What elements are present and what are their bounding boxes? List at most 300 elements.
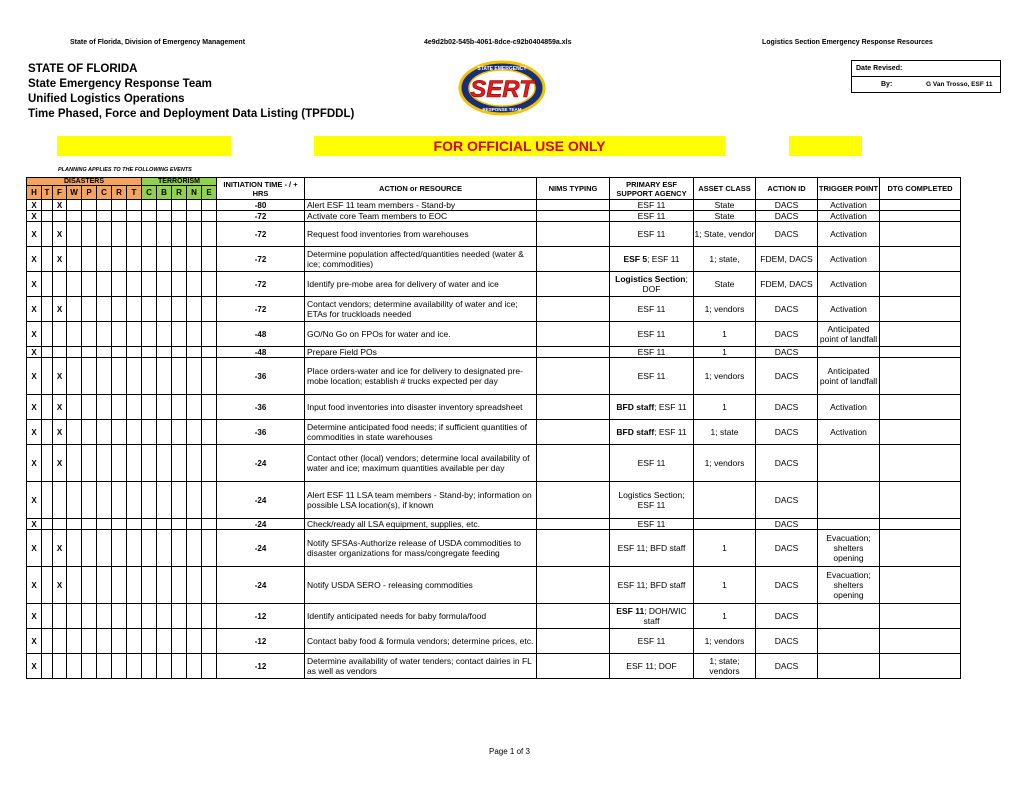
flag-cell: [42, 445, 53, 482]
agency-primary: BFD staff: [616, 427, 655, 437]
nims-typing-cell: [537, 629, 610, 654]
dtg-completed-cell: [880, 420, 961, 445]
flag-cell: [97, 482, 112, 519]
flag-cell: [172, 358, 187, 395]
flag-cell: [172, 222, 187, 247]
event-flag-header: P: [82, 186, 97, 200]
action-cell: Identify anticipated needs for baby formula/food: [305, 604, 537, 629]
flag-cell-hurricane: X: [27, 272, 42, 297]
flag-cell: [112, 211, 127, 222]
flag-cell: [112, 420, 127, 445]
flag-cell: [187, 482, 202, 519]
flag-cell: [97, 395, 112, 420]
flag-cell: [187, 604, 202, 629]
action-id-cell: DACS: [756, 530, 818, 567]
flag-cell: [187, 519, 202, 530]
dtg-completed-cell: [880, 272, 961, 297]
flag-cell: [202, 347, 217, 358]
flag-cell-flood: X: [53, 530, 67, 567]
flag-cell: [187, 358, 202, 395]
agency-cell: [610, 247, 694, 272]
flag-cell-flood: [53, 211, 67, 222]
flag-cell: [112, 247, 127, 272]
flag-cell: [142, 358, 157, 395]
flag-cell: [202, 604, 217, 629]
asset-class-header: ASSET CLASS: [694, 178, 756, 200]
flag-cell: [187, 567, 202, 604]
flag-cell: [42, 420, 53, 445]
asset-class-cell: 1; vendors: [694, 358, 756, 395]
flag-cell: [202, 629, 217, 654]
action-id-cell: DACS: [756, 358, 818, 395]
action-id-cell: DACS: [756, 567, 818, 604]
flag-cell: [97, 567, 112, 604]
flag-cell: [187, 629, 202, 654]
asset-class-cell: 1; state: [694, 420, 756, 445]
flag-cell: [97, 420, 112, 445]
action-id-header: ACTION ID: [756, 178, 818, 200]
action-id-cell: DACS: [756, 445, 818, 482]
action-cell: GO/No Go on FPOs for water and ice.: [305, 322, 537, 347]
dtg-completed-cell: [880, 247, 961, 272]
flag-cell: [127, 445, 142, 482]
flag-cell: [67, 272, 82, 297]
flag-cell: [82, 297, 97, 322]
flag-cell: [157, 272, 172, 297]
flag-cell: [142, 629, 157, 654]
action-cell: Alert ESF 11 team members - Stand-by: [305, 200, 537, 211]
asset-class-cell: State: [694, 200, 756, 211]
agency-support: ESF 11: [637, 229, 666, 239]
title-block: [28, 62, 354, 122]
dtg-completed-cell: [880, 482, 961, 519]
table-row: [27, 519, 961, 530]
agency-cell: [610, 530, 694, 567]
flag-cell: [157, 530, 172, 567]
flag-cell-flood: X: [53, 222, 67, 247]
dtg-completed-header: DTG COMPLETED: [880, 178, 961, 200]
flag-cell: [82, 420, 97, 445]
trigger-point-cell: Evacuation; shelters opening: [818, 530, 880, 567]
flag-cell: [97, 629, 112, 654]
flag-cell: [127, 272, 142, 297]
agency-primary: ESF 11: [616, 606, 645, 616]
event-flag-header: T: [42, 186, 53, 200]
flag-cell: [42, 482, 53, 519]
flag-cell: [67, 347, 82, 358]
trigger-point-cell: [818, 654, 880, 679]
flag-cell: [202, 482, 217, 519]
asset-class-cell: 1: [694, 567, 756, 604]
flag-cell-hurricane: X: [27, 358, 42, 395]
flag-cell-flood: X: [53, 297, 67, 322]
flag-cell: [142, 420, 157, 445]
date-revised-label: Date Revised:: [852, 61, 1000, 77]
trigger-point-cell: Activation: [818, 272, 880, 297]
flag-cell: [112, 567, 127, 604]
action-id-cell: DACS: [756, 347, 818, 358]
flag-cell: [157, 654, 172, 679]
agency-cell: [610, 420, 694, 445]
flag-cell: [42, 519, 53, 530]
flag-cell: [127, 297, 142, 322]
initiation-time-cell: -12: [217, 604, 305, 629]
flag-cell: [112, 519, 127, 530]
action-cell: Determine availability of water tenders; contact dairies in FL as well as vendors: [305, 654, 537, 679]
agency-cell: [610, 567, 694, 604]
table-row: [27, 629, 961, 654]
dtg-completed-cell: [880, 200, 961, 211]
flag-cell: [42, 567, 53, 604]
flag-cell: [142, 482, 157, 519]
trigger-point-cell: Activation: [818, 222, 880, 247]
trigger-point-cell: Activation: [818, 420, 880, 445]
nims-typing-cell: [537, 604, 610, 629]
agency-primary: BFD staff: [616, 402, 655, 412]
table-row: [27, 604, 961, 629]
flag-cell: [67, 420, 82, 445]
initiation-time-cell: -24: [217, 530, 305, 567]
flag-cell: [172, 629, 187, 654]
flag-cell: [42, 530, 53, 567]
flag-cell: [42, 604, 53, 629]
terrorism-group-header: TERRORISM: [142, 178, 217, 186]
flag-cell: [67, 358, 82, 395]
flag-cell: [82, 654, 97, 679]
flag-cell: [172, 247, 187, 272]
flag-cell: [97, 297, 112, 322]
flag-cell-flood: X: [53, 358, 67, 395]
agency-support: ESF 11: [637, 329, 666, 339]
initiation-time-cell: -48: [217, 347, 305, 358]
agency-cell: [610, 322, 694, 347]
flag-cell: [142, 567, 157, 604]
action-id-cell: DACS: [756, 629, 818, 654]
flag-cell: [97, 654, 112, 679]
agency-primary: ESF 5: [623, 254, 648, 264]
title-line-2: State Emergency Response Team: [28, 78, 212, 90]
flag-cell: [112, 629, 127, 654]
agency-cell: [610, 604, 694, 629]
flag-cell: [112, 654, 127, 679]
flag-cell: [97, 322, 112, 347]
planning-note: PLANNING APPLIES TO THE FOLLOWING EVENTS: [58, 167, 192, 173]
agency-support: ESF 11: [637, 347, 666, 357]
flag-cell: [202, 654, 217, 679]
banner-bar-right: [789, 136, 862, 156]
initiation-time-cell: -36: [217, 420, 305, 445]
agency-cell: [610, 519, 694, 530]
initiation-time-cell: -12: [217, 629, 305, 654]
event-flag-header: E: [202, 186, 217, 200]
flag-cell-hurricane: X: [27, 200, 42, 211]
flag-cell: [82, 347, 97, 358]
flag-cell: [42, 322, 53, 347]
flag-cell: [42, 629, 53, 654]
flag-cell: [67, 482, 82, 519]
flag-cell: [112, 297, 127, 322]
flag-cell: [187, 654, 202, 679]
action-id-cell: DACS: [756, 604, 818, 629]
flag-cell: [172, 347, 187, 358]
trigger-point-cell: Activation: [818, 395, 880, 420]
flag-cell: [97, 247, 112, 272]
flag-cell-hurricane: X: [27, 322, 42, 347]
action-cell: Contact baby food & formula vendors; determine prices, etc.: [305, 629, 537, 654]
flag-cell: [112, 358, 127, 395]
action-id-cell: FDEM, DACS: [756, 247, 818, 272]
flag-cell: [112, 272, 127, 297]
flag-cell: [142, 530, 157, 567]
trigger-point-cell: Anticipated point of landfall: [818, 358, 880, 395]
agency-primary: Logistics Section: [615, 274, 686, 284]
flag-cell: [142, 211, 157, 222]
flag-cell: [172, 654, 187, 679]
flag-cell: [172, 519, 187, 530]
initiation-time-cell: -24: [217, 567, 305, 604]
asset-class-cell: 1; state,: [694, 247, 756, 272]
flag-cell: [127, 629, 142, 654]
flag-cell: [172, 482, 187, 519]
flag-cell: [67, 222, 82, 247]
nims-typing-cell: [537, 222, 610, 247]
flag-cell: [142, 519, 157, 530]
flag-cell: [142, 654, 157, 679]
flag-cell: [82, 322, 97, 347]
flag-cell: [142, 395, 157, 420]
official-use-banner: FOR OFFICIAL USE ONLY: [314, 136, 725, 156]
flag-cell: [142, 347, 157, 358]
sert-logo: [452, 58, 552, 118]
agency-cell: [610, 347, 694, 358]
flag-cell: [202, 222, 217, 247]
event-flag-header: F: [53, 186, 67, 200]
dtg-completed-cell: [880, 604, 961, 629]
action-id-cell: DACS: [756, 395, 818, 420]
action-cell: Input food inventories into disaster inventory spreadsheet: [305, 395, 537, 420]
event-flag-header: W: [67, 186, 82, 200]
flag-cell: [202, 358, 217, 395]
primary-esf-header: PRIMARY ESF SUPPORT AGENCY: [610, 178, 694, 200]
flag-cell-flood: [53, 272, 67, 297]
nims-typing-cell: [537, 358, 610, 395]
event-flag-header: B: [157, 186, 172, 200]
flag-cell: [97, 445, 112, 482]
by-value: G Van Trosso, ESF 11: [926, 81, 993, 88]
flag-cell: [82, 200, 97, 211]
asset-class-cell: 1: [694, 530, 756, 567]
flag-cell: [187, 420, 202, 445]
page-number: Page 1 of 3: [489, 747, 530, 756]
flag-cell: [142, 247, 157, 272]
agency-support: ; ESF 11: [654, 402, 687, 412]
agency-support: ESF 11: [637, 304, 666, 314]
flag-cell: [97, 211, 112, 222]
flag-cell: [172, 272, 187, 297]
flag-cell: [67, 567, 82, 604]
flag-cell: [82, 519, 97, 530]
flag-cell: [82, 567, 97, 604]
action-id-cell: DACS: [756, 482, 818, 519]
trigger-point-cell: [818, 445, 880, 482]
banner-bar-left: [57, 136, 231, 156]
flag-cell: [82, 272, 97, 297]
agency-support: ; ESF 11: [647, 254, 680, 264]
nims-typing-cell: [537, 445, 610, 482]
flag-cell: [97, 200, 112, 211]
flag-cell-hurricane: X: [27, 222, 42, 247]
flag-cell: [202, 322, 217, 347]
initiation-time-cell: -24: [217, 519, 305, 530]
agency-cell: [610, 482, 694, 519]
asset-class-cell: 1; vendors: [694, 445, 756, 482]
flag-cell: [82, 629, 97, 654]
flag-cell: [42, 347, 53, 358]
dtg-completed-cell: [880, 567, 961, 604]
flag-cell: [187, 445, 202, 482]
agency-support: ESF 11; BFD staff: [617, 580, 686, 590]
flag-cell: [187, 297, 202, 322]
initiation-time-header: INITIATION TIME - / + HRS: [217, 178, 305, 200]
trigger-point-cell: Anticipated point of landfall: [818, 322, 880, 347]
flag-cell: [112, 445, 127, 482]
flag-cell: [112, 322, 127, 347]
flag-cell: [82, 530, 97, 567]
action-cell: Alert ESF 11 LSA team members - Stand-by; information on possible LSA location(s), if known: [305, 482, 537, 519]
initiation-time-cell: -72: [217, 247, 305, 272]
initiation-time-cell: -72: [217, 211, 305, 222]
flag-cell: [157, 604, 172, 629]
action-cell: Request food inventories from warehouses: [305, 222, 537, 247]
agency-cell: [610, 629, 694, 654]
flag-cell: [127, 604, 142, 629]
tpfddl-table: [26, 177, 961, 679]
flag-cell: [202, 395, 217, 420]
flag-cell-flood: [53, 604, 67, 629]
flag-cell: [172, 567, 187, 604]
flag-cell: [42, 272, 53, 297]
flag-cell-hurricane: X: [27, 519, 42, 530]
flag-cell: [67, 629, 82, 654]
flag-cell: [202, 567, 217, 604]
flag-cell-hurricane: X: [27, 604, 42, 629]
flag-cell: [82, 604, 97, 629]
logo-ring-bottom: RESPONSE TEAM: [482, 107, 522, 112]
flag-cell-hurricane: X: [27, 297, 42, 322]
disasters-group-header: DISASTERS: [27, 178, 142, 186]
flag-cell: [67, 211, 82, 222]
flag-cell: [172, 604, 187, 629]
trigger-point-cell: [818, 482, 880, 519]
flag-cell: [157, 395, 172, 420]
flag-cell: [67, 604, 82, 629]
action-id-cell: DACS: [756, 654, 818, 679]
flag-cell: [187, 530, 202, 567]
flag-cell: [97, 272, 112, 297]
flag-cell-flood: X: [53, 247, 67, 272]
asset-class-cell: State: [694, 272, 756, 297]
table-row: [27, 530, 961, 567]
action-id-cell: DACS: [756, 297, 818, 322]
flag-cell-flood: [53, 654, 67, 679]
flag-cell: [127, 347, 142, 358]
table-row: [27, 347, 961, 358]
agency-cell: [610, 297, 694, 322]
agency-support: ESF 11: [637, 371, 666, 381]
agency-support: ESF 11: [637, 458, 666, 468]
action-cell: Check/ready all LSA equipment, supplies, etc.: [305, 519, 537, 530]
nims-typing-cell: [537, 654, 610, 679]
initiation-time-cell: -12: [217, 654, 305, 679]
flag-cell: [172, 445, 187, 482]
table-row: [27, 567, 961, 604]
flag-cell: [42, 654, 53, 679]
flag-cell-hurricane: X: [27, 629, 42, 654]
flag-cell: [202, 211, 217, 222]
flag-cell-flood: X: [53, 567, 67, 604]
nims-typing-cell: [537, 272, 610, 297]
action-id-cell: FDEM, DACS: [756, 272, 818, 297]
flag-cell: [112, 604, 127, 629]
flag-cell: [172, 200, 187, 211]
action-cell: Prepare Field POs: [305, 347, 537, 358]
dtg-completed-cell: [880, 519, 961, 530]
action-cell: Identify pre-mobe area for delivery of water and ice: [305, 272, 537, 297]
header-right: Logistics Section Emergency Response Resources: [762, 39, 933, 46]
trigger-point-cell: Evacuation; shelters opening: [818, 567, 880, 604]
trigger-point-cell: [818, 519, 880, 530]
flag-cell: [202, 297, 217, 322]
flag-cell: [97, 347, 112, 358]
nims-typing-cell: [537, 567, 610, 604]
nims-typing-cell: [537, 347, 610, 358]
action-id-cell: DACS: [756, 211, 818, 222]
flag-cell-hurricane: X: [27, 567, 42, 604]
flag-cell: [67, 445, 82, 482]
nims-typing-cell: [537, 297, 610, 322]
action-cell: Notify USDA SERO - releasing commodities: [305, 567, 537, 604]
nims-typing-cell: [537, 420, 610, 445]
flag-cell: [202, 200, 217, 211]
agency-support: Logistics Section; ESF 11: [618, 490, 685, 510]
flag-cell: [157, 420, 172, 445]
trigger-point-cell: [818, 629, 880, 654]
flag-cell-flood: X: [53, 445, 67, 482]
asset-class-cell: 1; state; vendors: [694, 654, 756, 679]
flag-cell: [142, 445, 157, 482]
logo-ring-top: STATE EMERGENCY: [477, 66, 527, 72]
date-revised-box: [851, 60, 1001, 93]
trigger-point-cell: Activation: [818, 211, 880, 222]
flag-cell-hurricane: X: [27, 247, 42, 272]
flag-cell: [127, 395, 142, 420]
flag-cell: [112, 530, 127, 567]
action-id-cell: DACS: [756, 519, 818, 530]
agency-cell: [610, 211, 694, 222]
table-row: [27, 211, 961, 222]
nims-typing-cell: [537, 211, 610, 222]
flag-cell: [97, 358, 112, 395]
agency-cell: [610, 200, 694, 211]
action-cell: Notify SFSAs-Authorize release of USDA commodities to disaster organizations for mass/congregate feeding: [305, 530, 537, 567]
trigger-point-cell: Activation: [818, 297, 880, 322]
dtg-completed-cell: [880, 347, 961, 358]
flag-cell: [127, 358, 142, 395]
trigger-point-cell: [818, 347, 880, 358]
flag-cell: [157, 247, 172, 272]
flag-cell-hurricane: X: [27, 420, 42, 445]
header-left: State of Florida, Division of Emergency Management: [70, 39, 246, 46]
